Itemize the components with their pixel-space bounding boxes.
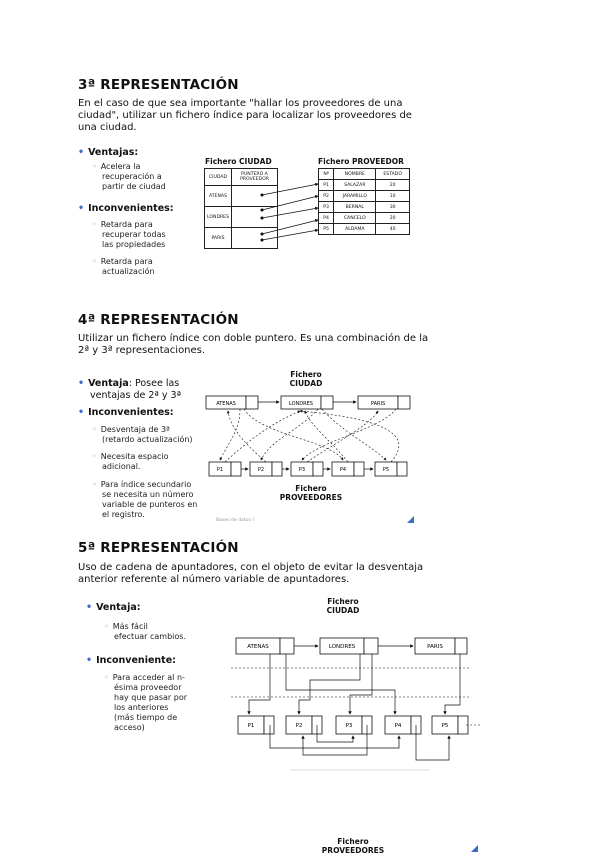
s5-paragraph: Uso de cadena de apuntadores, con el objeto de evitar la desventaja anterior referente al número variable de apuntadores.: [78, 562, 424, 585]
s4-footnote: Bases de datos I: [216, 518, 254, 523]
s4-cap-prov: Fichero PROVEEDORES: [279, 484, 343, 502]
s4-paragraph: Utilizar un fichero índice con doble puntero. Es una combinación de la 2ª y 3ª representaciones.: [78, 333, 429, 356]
s5-ventaja-label: • Ventaja:: [86, 602, 141, 613]
s5-city-paris: PARIS: [427, 644, 443, 650]
s5-inconv-item: ◦ Para acceder al n- ésima proveedor hay que pasar por los anteriores (más tiempo de acceso): [104, 673, 188, 732]
s5-city-atenas: ATENAS: [247, 644, 269, 650]
s4-city-londres: LONDRES: [289, 401, 313, 407]
s5-prov-boxes: [238, 716, 468, 734]
s3-cap-proveedor: Fichero PROVEEDOR: [318, 157, 404, 166]
s4-prov-p3: P3: [298, 467, 306, 473]
s4-item-2: ◦ Necesita espacio adicional.: [92, 452, 169, 471]
s5-cap-prov: Fichero PROVEEDORES: [321, 837, 385, 855]
s5-prov-p4: P4: [394, 723, 402, 729]
s4-prov-boxes: [209, 462, 407, 476]
s5-city-londres: LONDRES: [328, 644, 356, 650]
s4-ventaja: • Ventaja: Posee las ventajas de 2ª y 3ª: [78, 378, 182, 401]
s3-ventaja-item: ◦ Acelera la recuperación a partir de ciudad: [92, 162, 166, 191]
s4-prov-p5: P5: [382, 467, 390, 473]
s5-title: 5ª REPRESENTACIÓN: [78, 540, 239, 556]
s3-inconv-item-2: ◦ Retarda para actualización: [92, 257, 155, 276]
s4-prov-p1: P1: [216, 467, 224, 473]
s5-prov-p2: P2: [295, 723, 303, 729]
table-row: P4 CANCELO 20: [319, 213, 410, 224]
s4-item-1: ◦ Desventaja de 3ª (retardo actualización): [92, 425, 193, 444]
s4-dashed-pointers: [220, 409, 399, 462]
s4-cap-ciudad: Fichero CIUDAD: [289, 370, 323, 388]
s4-city-paris: PARIS: [370, 401, 386, 407]
table-row: P1 SALAZAR 20: [319, 180, 410, 191]
s3-title: 3ª REPRESENTACIÓN: [78, 77, 239, 93]
s3-pointer-lines: [261, 184, 318, 241]
s3-inconv-label: • Inconvenientes:: [78, 203, 174, 214]
s5-cap-ciudad: Fichero CIUDAD: [326, 597, 360, 615]
s5-prov-p5: P5: [441, 723, 449, 729]
s3-ciudad-table: CIUDAD PUNTERO A PROVEEDOR ATENAS LONDRES PARIS: [204, 168, 278, 249]
s5-prov-p1: P1: [247, 723, 255, 729]
s4-inconv-label: • Inconvenientes:: [78, 407, 174, 418]
s5-prov-p3: P3: [345, 723, 353, 729]
table-row: P3 BERNAL 30: [319, 202, 410, 213]
s3-ventajas-label: • Ventajas:: [78, 147, 139, 158]
s4-item-3: ◦ Para índice secundario se necesita un número variable de punteros en el registro.: [92, 480, 198, 519]
s5-ventaja-item: ◦ Más fácil efectuar cambios.: [104, 622, 186, 641]
s5-chain-lines: [249, 654, 460, 760]
s4-prov-p2: P2: [257, 467, 265, 473]
s4-city-atenas: ATENAS: [216, 401, 236, 407]
s4-prov-p4: P4: [339, 467, 347, 473]
table-row: P5 ALDAMA 40: [319, 224, 410, 235]
s4-title: 4ª REPRESENTACIÓN: [78, 312, 239, 328]
s3-inconv-item-1: ◦ Retarda para recuperar todas las propiedades: [92, 220, 166, 249]
table-row: P2 JARAMILLO 10: [319, 191, 410, 202]
s3-cap-ciudad: Fichero CIUDAD: [205, 157, 272, 166]
s5-inconv-label: • Inconveniente:: [86, 655, 176, 666]
s3-proveedor-table: Nº NOMBRE ESTADO P1 SALAZAR 20 P2 JARAMILLO 10 P3 BERNAL 30 P4 CANCELO 20 P5 ALDAMA 40: [318, 168, 410, 235]
s3-paragraph: En el caso de que sea importante "hallar los proveedores de una ciudad", utilizar un fichero índice para localizar los proveedores de una ciudad.: [78, 98, 412, 133]
